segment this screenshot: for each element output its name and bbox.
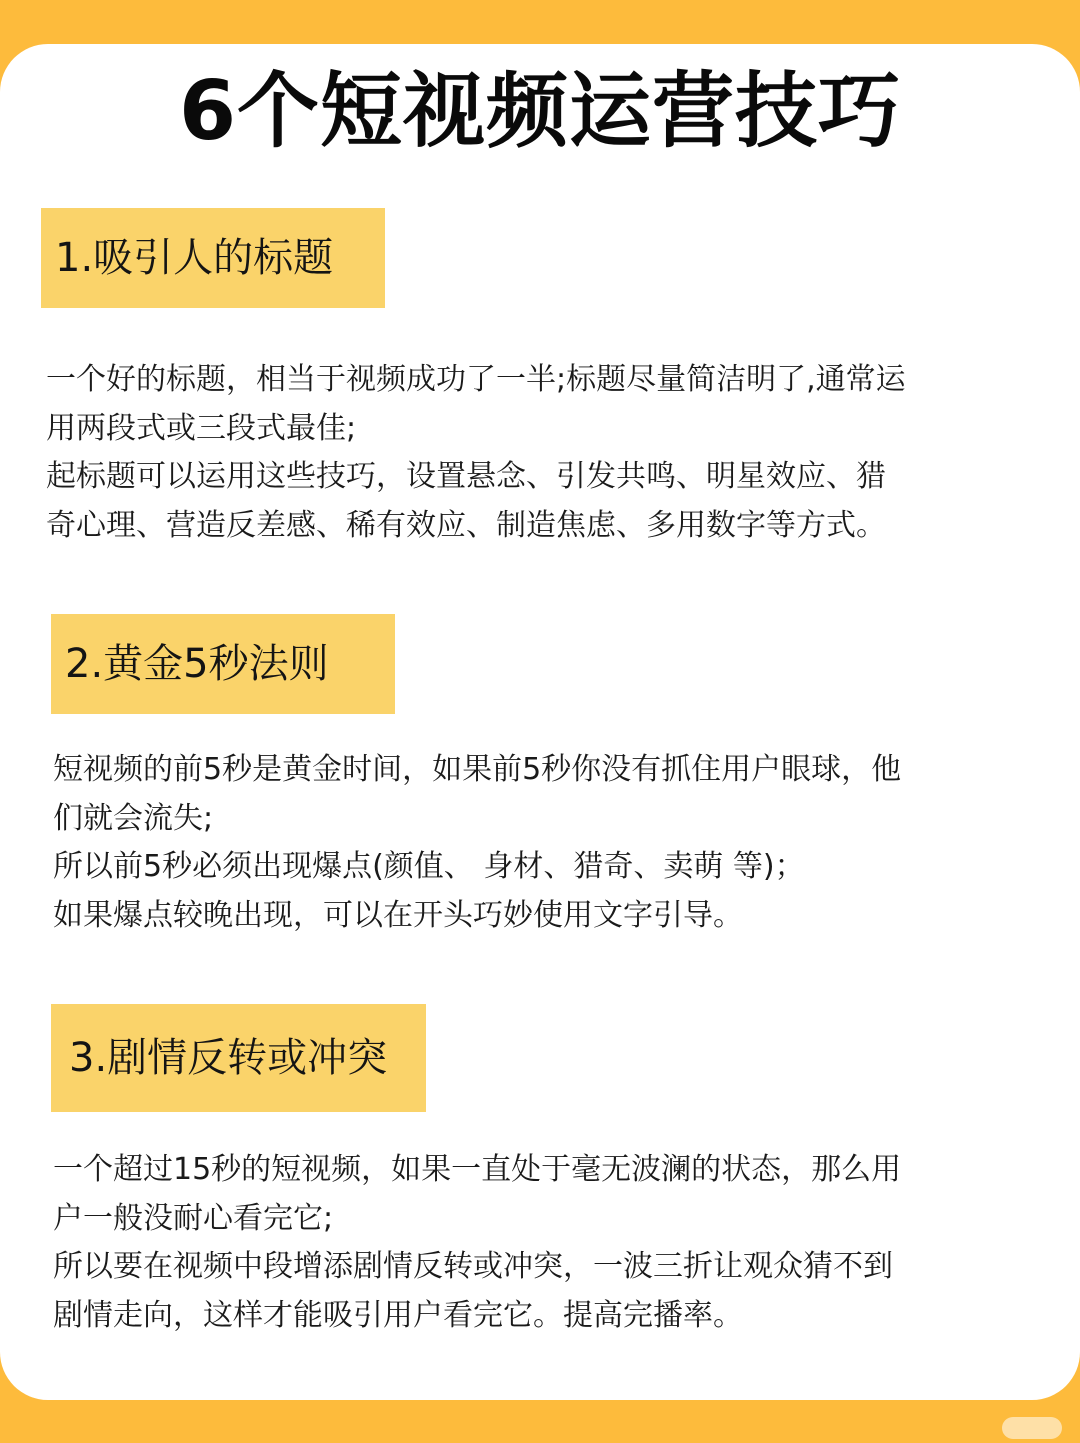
- body-line: 所以要在视频中段增添剧情反转或冲突，一波三折让观众猜不到: [53, 1249, 893, 1284]
- body-line: 起标题可以运用这些技巧，设置悬念、引发共鸣、明星效应、猎: [46, 459, 886, 494]
- body-line: 奇心理、营造反差感、稀有效应、制造焦虑、多用数字等方式。: [46, 507, 886, 543]
- section-heading-2: 2.黄金5秒法则: [51, 614, 395, 714]
- body-line: 们就会流失;: [53, 800, 214, 836]
- body-line: 剧情走向，这样才能吸引用户看完它。提高完播率。: [53, 1297, 743, 1333]
- body-line: 短视频的前5秒是黄金时间，如果前5秒你没有抓住用户眼球，他: [53, 752, 902, 787]
- section-body-3: [53, 1146, 1053, 1340]
- body-line: 户一般没耐心看完它;: [53, 1200, 334, 1236]
- body-line: 一个好的标题，相当于视频成功了一半;标题尽量简洁明了,通常运: [46, 362, 906, 397]
- body-line: 如果爆点较晚出现，可以在开头巧妙使用文字引导。: [53, 897, 743, 933]
- page-title: 6个短视频运营技巧: [178, 64, 902, 159]
- body-line: 所以前5秒必须出现爆点(颜值、 身材、猎奇、卖萌 等)；: [53, 849, 805, 884]
- section-body-1: [46, 356, 1046, 550]
- section-body-2: [53, 746, 1053, 940]
- body-line: 一个超过15秒的短视频，如果一直处于毫无波澜的状态，那么用: [53, 1152, 902, 1187]
- body-line: 用两段式或三段式最佳;: [46, 410, 357, 446]
- section-heading-3: 3.剧情反转或冲突: [51, 1004, 426, 1112]
- watermark-badge: [1002, 1417, 1062, 1439]
- section-heading-1: 1.吸引人的标题: [41, 208, 385, 308]
